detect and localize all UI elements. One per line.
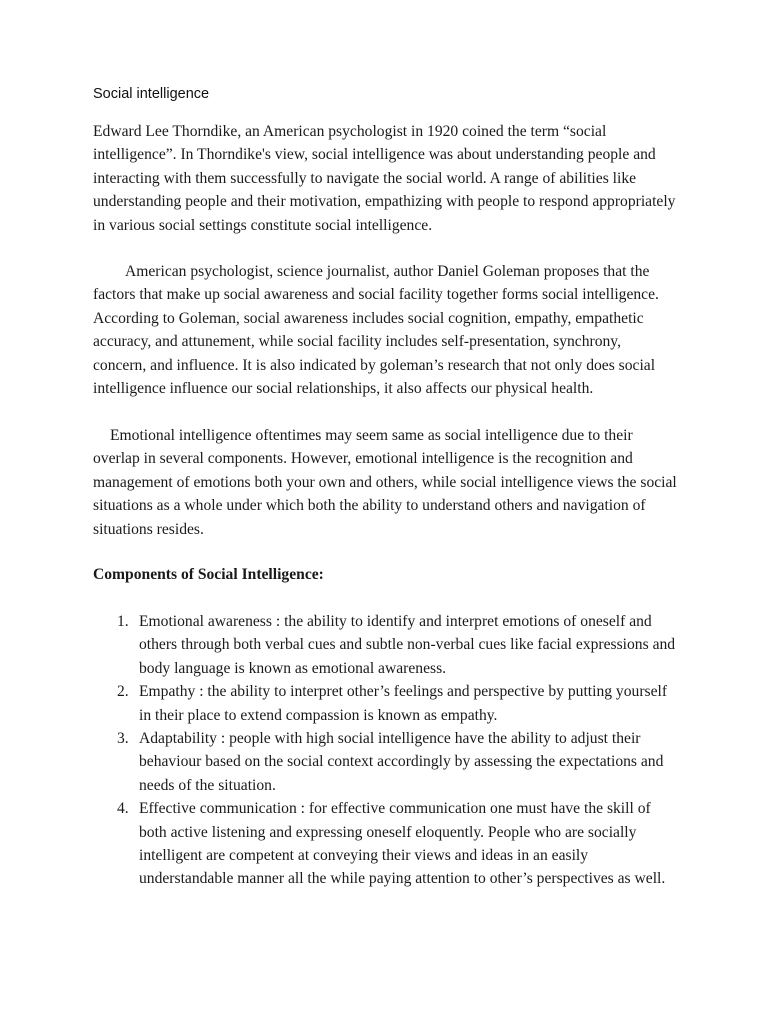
list-item-text: Empathy : the ability to interpret other’s feelings and perspective by putting yourself in their place to extend compassion is known as empathy.	[139, 683, 668, 724]
list-item	[93, 727, 678, 797]
list-item-number: 3.	[117, 730, 129, 748]
list-item	[93, 797, 678, 891]
components-list	[93, 610, 678, 891]
list-item-number: 2.	[117, 683, 129, 701]
paragraph-emotional-intelligence: Emotional intelligence oftentimes may seem same as social intelligence due to their overlap in several components. However, emotional intelligence is the recognition and management of emotions both your own and others, while social intelligence views the social situations as a whole under which both the ability to understand others and navigation of situations resides.	[93, 427, 677, 538]
paragraph-goleman: American psychologist, science journalist, author Daniel Goleman proposes that the factors that make up social awareness and social facility together forms social intelligence. According to Goleman, social awareness includes social cognition, empathy, empathetic accuracy, and attunement, while social facility includes self-presentation, synchrony, concern, and influence. It is also indicated by goleman’s research that not only does social intelligence influence our social relationships, it also affects our physical health.	[93, 263, 659, 398]
list-item-text: Emotional awareness : the ability to identify and interpret emotions of oneself and others through both verbal cues and subtle non-verbal cues like facial expressions and body language is known as emotional awareness.	[139, 613, 676, 677]
paragraph-thorndike: Edward Lee Thorndike, an American psychologist in 1920 coined the term “social intelligence”. In Thorndike's view, social intelligence was about understanding people and interacting with them successfully to navigate the social world. A range of abilities like understanding people and their motivation, empathizing with people to respond appropriately in various social settings constitute social intelligence.	[93, 123, 676, 234]
list-item-text: Effective communication : for effective communication one must have the skill of both active listening and expressing oneself eloquently. People who are socially intelligent are competent at conveying their views and ideas in an easily understandable manner all the while paying attention to other’s perspectives as well.	[139, 800, 666, 888]
list-item-number: 1.	[117, 613, 129, 630]
components-heading: Components of Social Intelligence:	[93, 566, 324, 583]
list-item-text: Adaptability : people with high social intelligence have the ability to adjust their behaviour based on the social context accordingly by assessing the expectations and needs of the situation.	[139, 730, 664, 794]
list-item-number: 4.	[117, 800, 129, 818]
list-item	[93, 610, 678, 680]
document-title: Social intelligence	[93, 86, 210, 102]
list-item	[93, 680, 678, 727]
